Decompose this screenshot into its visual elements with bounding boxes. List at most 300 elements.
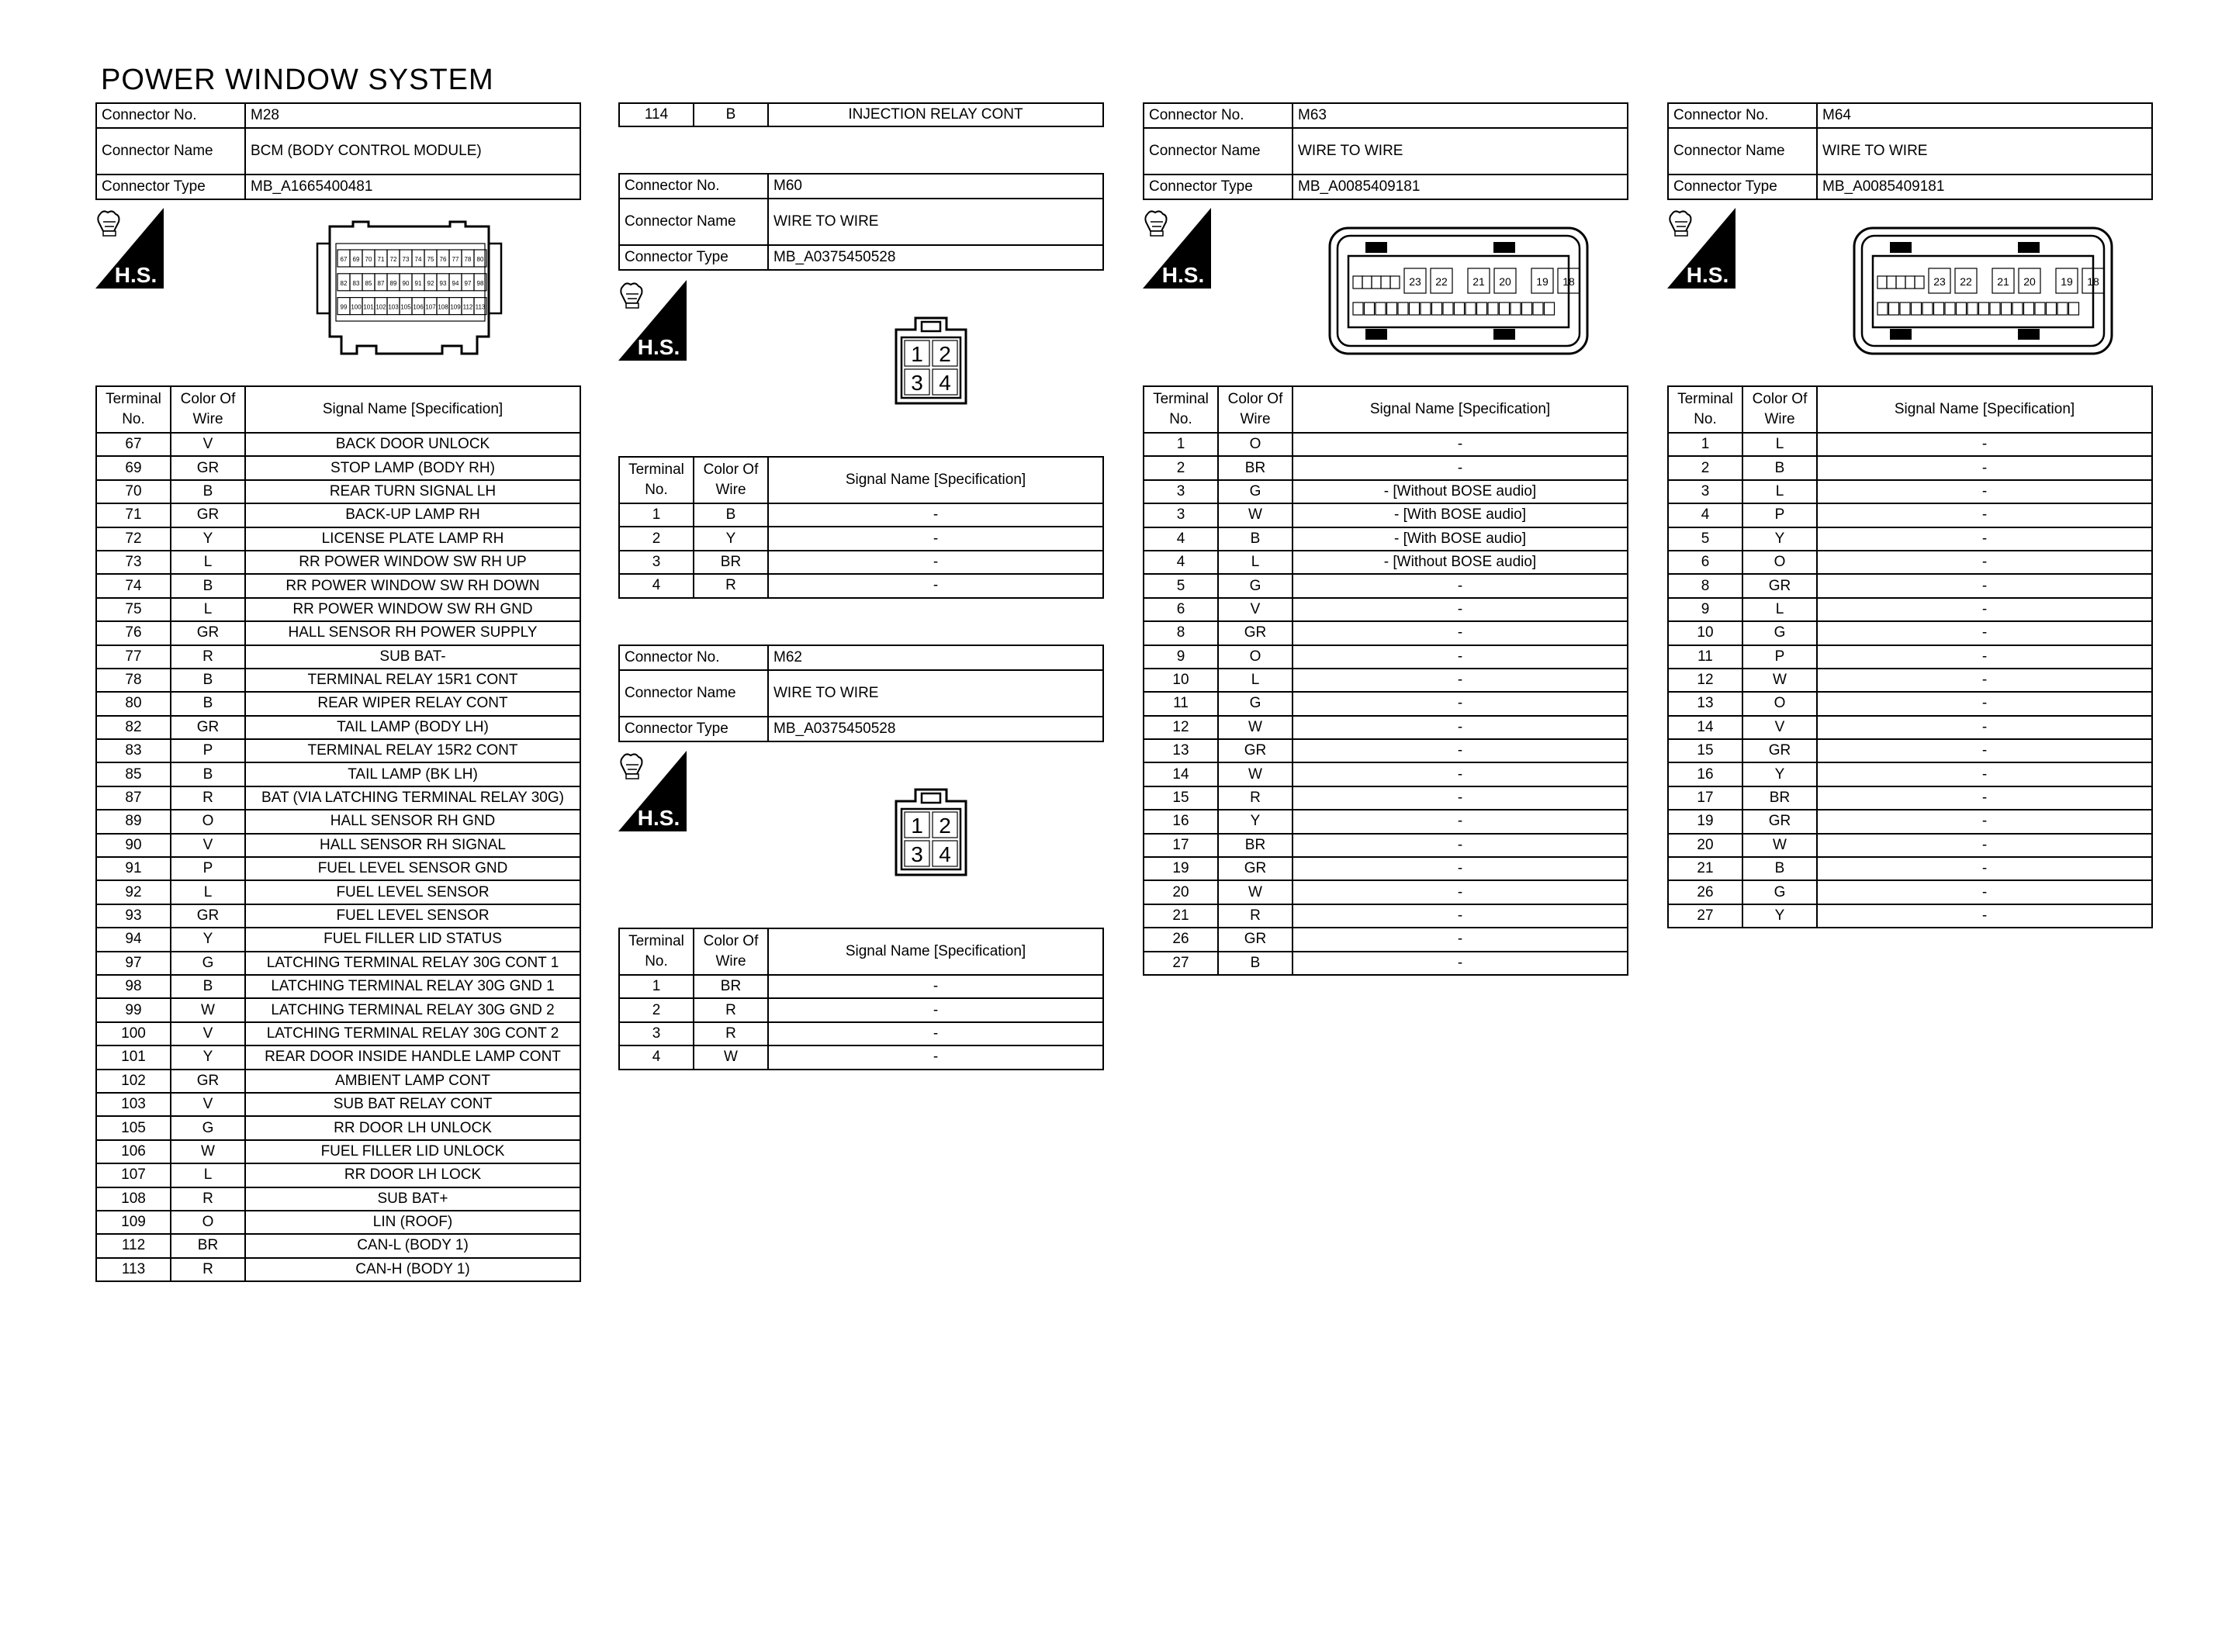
table-row [1668, 716, 2152, 739]
terminal-no-cell: 19 [1144, 857, 1218, 880]
wire-color-cell: GR [1742, 810, 1817, 833]
wire-color-cell: L [171, 551, 245, 574]
wire-color-cell: Y [1742, 904, 1817, 928]
terminal-no-cell: 93 [96, 904, 171, 928]
signal-name-cell: TAIL LAMP (BODY LH) [245, 716, 580, 739]
table-row [1144, 574, 1628, 597]
terminal-no-cell: 10 [1144, 669, 1218, 692]
wire-color-cell: G [1742, 621, 1817, 645]
connector-type-label: Connector Type [96, 175, 245, 199]
wire-color-cell: R [171, 1187, 245, 1211]
signal-name-cell: - [1293, 433, 1628, 456]
wire-color-cell: BR [694, 551, 768, 574]
terminal-no-cell: 8 [1668, 574, 1742, 597]
wire-color-cell: L [171, 1163, 245, 1187]
pin-label: 21 [1997, 275, 2009, 288]
signal-name-cell: - [1817, 645, 2152, 669]
table-row [1668, 834, 2152, 857]
signal-name-cell: LIN (ROOF) [245, 1211, 580, 1234]
terminal-no-cell: 21 [1668, 857, 1742, 880]
terminal-no-cell: 98 [96, 975, 171, 998]
harness-side-icon [1143, 208, 1211, 289]
wire-color-cell: R [694, 1022, 768, 1045]
signal-name-cell: LATCHING TERMINAL RELAY 30G GND 2 [245, 998, 580, 1021]
terminal-no-cell: 109 [96, 1211, 171, 1234]
signal-name-cell: CAN-H (BODY 1) [245, 1258, 580, 1281]
pin-label: 94 [452, 279, 459, 287]
wire-color-cell: R [1218, 904, 1293, 928]
harness-side-icon [95, 208, 164, 289]
table-row [619, 503, 1103, 527]
pin-label: 99 [340, 303, 348, 311]
signal-name-cell: - [1817, 598, 2152, 621]
pin-label: 82 [340, 279, 348, 287]
wire-color-cell: G [1218, 692, 1293, 715]
color-of-wire-header: Color Of Wire [171, 386, 245, 433]
terminal-no-cell: 26 [1144, 928, 1218, 951]
wire-color-cell: R [171, 645, 245, 669]
terminal-no-cell: 14 [1668, 716, 1742, 739]
terminal-no-cell: 102 [96, 1070, 171, 1093]
connector-no-value: M28 [245, 103, 580, 128]
table-row [1668, 480, 2152, 503]
signal-name-cell: LATCHING TERMINAL RELAY 30G CONT 2 [245, 1022, 580, 1045]
table-row [1144, 857, 1628, 880]
wire-color-cell: B [1742, 857, 1817, 880]
table-row [1144, 952, 1628, 975]
table-row [1668, 739, 2152, 762]
terminal-no-cell: 21 [1144, 904, 1218, 928]
terminal-no-cell: 17 [1668, 786, 1742, 810]
terminal-no-cell: 78 [96, 669, 171, 692]
signal-name-cell: LICENSE PLATE LAMP RH [245, 527, 580, 551]
color-of-wire-header: Color Of Wire [1218, 386, 1293, 433]
table-row [96, 1070, 580, 1093]
table-row [1668, 574, 2152, 597]
signal-name-cell: FUEL LEVEL SENSOR [245, 904, 580, 928]
table-row [96, 1093, 580, 1116]
table-row [96, 810, 580, 833]
terminal-no-cell: 97 [96, 952, 171, 975]
terminal-no-cell: 3 [619, 551, 694, 574]
table-row [96, 1140, 580, 1163]
signal-name-cell: - [1293, 834, 1628, 857]
signal-name-header: Signal Name [Specification] [768, 457, 1103, 503]
connector-name-value: WIRE TO WIRE [1817, 128, 2152, 175]
wire-color-cell: GR [171, 716, 245, 739]
terminal-no-cell: 16 [1668, 762, 1742, 786]
signal-name-cell: LATCHING TERMINAL RELAY 30G GND 1 [245, 975, 580, 998]
connector-name-value: WIRE TO WIRE [1293, 128, 1628, 175]
signal-name-cell: - [1293, 810, 1628, 833]
terminal-no-cell: 12 [1144, 716, 1218, 739]
table-row [96, 834, 580, 857]
pin-label: 23 [1933, 275, 1946, 288]
terminal-no-header: Terminal No. [1144, 386, 1218, 433]
signal-name-cell: REAR DOOR INSIDE HANDLE LAMP CONT [245, 1045, 580, 1069]
signal-name-cell: - [1817, 456, 2152, 479]
signal-name-header: Signal Name [Specification] [1817, 386, 2152, 433]
signal-name-cell: BACK DOOR UNLOCK [245, 433, 580, 456]
m60-terminal-table [618, 456, 1104, 599]
pin-label: 22 [1960, 275, 1972, 288]
signal-name-cell: FUEL FILLER LID STATUS [245, 928, 580, 951]
pin-label: 69 [352, 256, 360, 263]
signal-name-cell: RR DOOR LH UNLOCK [245, 1116, 580, 1139]
pin-label: 76 [439, 256, 447, 263]
m28-continued-table [618, 102, 1104, 127]
terminal-no-cell: 3 [1144, 503, 1218, 527]
hs-label: H.S. [1161, 263, 1205, 287]
table-row [1144, 527, 1628, 551]
terminal-no-cell: 4 [619, 574, 694, 597]
terminal-no-cell: 114 [619, 103, 694, 126]
table-row [1144, 669, 1628, 692]
terminal-no-cell: 101 [96, 1045, 171, 1069]
wire-color-cell: W [1218, 880, 1293, 904]
wire-color-cell: B [171, 975, 245, 998]
table-row [1144, 551, 1628, 574]
connector-info-table [1667, 102, 2153, 200]
signal-name-cell: - [With BOSE audio] [1293, 503, 1628, 527]
terminal-no-cell: 70 [96, 480, 171, 503]
table-row [1144, 928, 1628, 951]
table-row [1144, 716, 1628, 739]
terminal-no-cell: 91 [96, 857, 171, 880]
signal-name-header: Signal Name [Specification] [245, 386, 580, 433]
table-row [1668, 503, 2152, 527]
table-row [619, 103, 1103, 126]
wire-color-cell: GR [1218, 621, 1293, 645]
terminal-no-cell: 103 [96, 1093, 171, 1116]
table-row [96, 692, 580, 715]
terminal-no-cell: 16 [1144, 810, 1218, 833]
signal-name-cell: STOP LAMP (BODY RH) [245, 456, 580, 479]
terminal-no-cell: 4 [619, 1045, 694, 1069]
table-row [96, 739, 580, 762]
terminal-no-cell: 2 [1668, 456, 1742, 479]
signal-name-cell: - [1817, 621, 2152, 645]
m63-terminal-table [1143, 385, 1628, 976]
wire-color-cell: V [171, 1093, 245, 1116]
wire-color-cell: O [1742, 551, 1817, 574]
signal-name-cell: - [1293, 621, 1628, 645]
table-row [1144, 739, 1628, 762]
terminal-no-cell: 90 [96, 834, 171, 857]
terminal-no-cell: 94 [96, 928, 171, 951]
table-row [96, 645, 580, 669]
terminal-no-cell: 15 [1144, 786, 1218, 810]
pin-label: 106 [413, 303, 424, 311]
wire-color-cell: L [171, 598, 245, 621]
table-row [96, 880, 580, 904]
pin-label: 101 [363, 303, 374, 311]
table-row [96, 1045, 580, 1069]
signal-name-cell: - [1817, 692, 2152, 715]
wire-color-cell: V [171, 834, 245, 857]
pin-label: 23 [1409, 275, 1421, 288]
wire-color-cell: W [171, 1140, 245, 1163]
terminal-no-cell: 1 [1668, 433, 1742, 456]
terminal-no-cell: 15 [1668, 739, 1742, 762]
pin-label: 90 [402, 279, 410, 287]
connector-m60 [618, 173, 1104, 271]
signal-name-cell: - [1817, 810, 2152, 833]
terminal-no-cell: 12 [1668, 669, 1742, 692]
wire-color-cell: L [1742, 598, 1817, 621]
wire-color-cell: W [1742, 834, 1817, 857]
page-title: POWER WINDOW SYSTEM [101, 64, 494, 96]
terminal-no-cell: 76 [96, 621, 171, 645]
pin-label: 19 [1536, 275, 1549, 288]
terminal-no-cell: 107 [96, 1163, 171, 1187]
terminal-no-cell: 4 [1668, 503, 1742, 527]
wire-color-cell: V [171, 1022, 245, 1045]
signal-name-cell: - [1817, 834, 2152, 857]
table-row [619, 527, 1103, 550]
signal-name-cell: FUEL LEVEL SENSOR GND [245, 857, 580, 880]
signal-name-cell: - [768, 527, 1103, 550]
terminal-no-cell: 10 [1668, 621, 1742, 645]
signal-name-cell: HALL SENSOR RH SIGNAL [245, 834, 580, 857]
wire-color-cell: W [1742, 669, 1817, 692]
connector-name-label: Connector Name [619, 670, 768, 717]
table-row [1668, 762, 2152, 786]
wire-color-cell: BR [694, 975, 768, 998]
terminal-no-cell: 82 [96, 716, 171, 739]
connector-m28 [95, 102, 581, 200]
pin-label: 80 [476, 256, 484, 263]
wire-color-cell: BR [1218, 834, 1293, 857]
wire-color-cell: BR [1742, 786, 1817, 810]
wire-color-cell: R [694, 574, 768, 597]
terminal-no-cell: 27 [1668, 904, 1742, 928]
pin-label: 19 [2061, 275, 2073, 288]
wire-color-cell: P [171, 739, 245, 762]
pin-label: 74 [414, 256, 422, 263]
wire-color-cell: BR [1218, 456, 1293, 479]
signal-name-cell: AMBIENT LAMP CONT [245, 1070, 580, 1093]
connector-type-value: MB_A0375450528 [768, 245, 1103, 270]
wire-color-cell: L [1218, 551, 1293, 574]
table-row [1144, 480, 1628, 503]
signal-name-cell: - [1817, 433, 2152, 456]
harness-side-icon [1667, 208, 1735, 289]
wire-color-cell: O [1218, 433, 1293, 456]
connector-info-table [1143, 102, 1628, 200]
wire-color-cell: B [171, 574, 245, 597]
terminal-no-cell: 13 [1144, 739, 1218, 762]
terminal-no-cell: 11 [1668, 645, 1742, 669]
terminal-no-cell: 5 [1668, 527, 1742, 551]
signal-name-cell: - [1817, 786, 2152, 810]
terminal-no-cell: 75 [96, 598, 171, 621]
wire-color-cell: P [171, 857, 245, 880]
signal-name-cell: RR DOOR LH LOCK [245, 1163, 580, 1187]
terminal-no-cell: 3 [619, 1022, 694, 1045]
signal-name-cell: - [768, 975, 1103, 998]
table-row [1668, 810, 2152, 833]
table-row [96, 1187, 580, 1211]
signal-name-header: Signal Name [Specification] [768, 928, 1103, 975]
wire-color-cell: L [1742, 433, 1817, 456]
connector-info-table [95, 102, 581, 200]
wire-color-cell: W [694, 1045, 768, 1069]
signal-name-cell: - [1817, 739, 2152, 762]
table-row [619, 975, 1103, 998]
connector-no-label: Connector No. [1144, 103, 1293, 128]
signal-name-cell: - [768, 503, 1103, 527]
wire-color-cell: B [1218, 527, 1293, 551]
wire-color-cell: R [171, 1258, 245, 1281]
terminal-no-cell: 20 [1668, 834, 1742, 857]
connector-m62 [618, 645, 1104, 742]
terminal-no-cell: 73 [96, 551, 171, 574]
connector-name-value: WIRE TO WIRE [768, 670, 1103, 717]
terminal-no-cell: 9 [1144, 645, 1218, 669]
signal-name-cell: - [1293, 786, 1628, 810]
signal-name-cell: SUB BAT+ [245, 1187, 580, 1211]
signal-name-cell: - [1817, 503, 2152, 527]
connector-name-label: Connector Name [1144, 128, 1293, 175]
wire-color-cell: GR [1218, 928, 1293, 951]
terminal-no-cell: 1 [619, 503, 694, 527]
wire-color-cell: G [171, 1116, 245, 1139]
pin-label: 103 [388, 303, 399, 311]
terminal-no-cell: 100 [96, 1022, 171, 1045]
wire-color-cell: P [1742, 503, 1817, 527]
hs-label: H.S. [1686, 263, 1729, 287]
harness-side-icon [618, 280, 687, 361]
signal-name-cell: - [1817, 904, 2152, 928]
signal-name-cell: RR POWER WINDOW SW RH DOWN [245, 574, 580, 597]
m64-connector-diagram [1851, 225, 2115, 357]
signal-name-cell: BACK-UP LAMP RH [245, 503, 580, 527]
terminal-no-header: Terminal No. [619, 928, 694, 975]
m63-connector-diagram [1327, 225, 1590, 357]
terminal-no-cell: 74 [96, 574, 171, 597]
connector-info-table [618, 645, 1104, 742]
table-row [96, 716, 580, 739]
wire-color-cell: B [171, 669, 245, 692]
signal-name-cell: - [768, 574, 1103, 597]
m28-connector-diagram [306, 220, 512, 360]
pin-label: 92 [427, 279, 434, 287]
terminal-no-cell: 19 [1668, 810, 1742, 833]
terminal-no-cell: 105 [96, 1116, 171, 1139]
hs-label: H.S. [114, 263, 157, 287]
signal-name-cell: - [1293, 952, 1628, 975]
table-row [619, 1045, 1103, 1069]
wire-color-cell: L [171, 880, 245, 904]
wire-color-cell: L [1218, 669, 1293, 692]
table-row [619, 998, 1103, 1021]
pin-label: 3 [911, 842, 923, 866]
m28-terminal-table [95, 385, 581, 1282]
table-row [1668, 904, 2152, 928]
terminal-no-cell: 92 [96, 880, 171, 904]
table-row [1668, 786, 2152, 810]
signal-name-cell: REAR TURN SIGNAL LH [245, 480, 580, 503]
signal-name-cell: - [768, 551, 1103, 574]
table-row [96, 574, 580, 597]
terminal-no-cell: 77 [96, 645, 171, 669]
table-row [96, 857, 580, 880]
terminal-no-cell: 1 [619, 975, 694, 998]
pin-label: 107 [425, 303, 436, 311]
pin-label: 91 [414, 279, 422, 287]
signal-name-cell: - [1293, 762, 1628, 786]
table-row [1668, 527, 2152, 551]
signal-name-cell: - [1293, 857, 1628, 880]
pin-label: 20 [2023, 275, 2036, 288]
terminal-no-cell: 89 [96, 810, 171, 833]
signal-name-cell: - [1817, 669, 2152, 692]
pin-label: 2 [939, 342, 951, 366]
pin-label: 2 [939, 814, 951, 838]
table-row [1144, 762, 1628, 786]
wire-color-cell: Y [171, 527, 245, 551]
terminal-no-cell: 3 [1144, 480, 1218, 503]
connector-type-label: Connector Type [1144, 175, 1293, 199]
wire-color-cell: V [171, 433, 245, 456]
harness-side-icon [618, 751, 687, 831]
terminal-no-cell: 6 [1144, 598, 1218, 621]
signal-name-cell: - [1817, 480, 2152, 503]
pin-label: 4 [939, 842, 951, 866]
wire-color-cell: Y [694, 527, 768, 550]
table-row [96, 527, 580, 551]
table-row [96, 669, 580, 692]
signal-name-cell: - [With BOSE audio] [1293, 527, 1628, 551]
table-row [96, 456, 580, 479]
wire-color-cell: B [694, 103, 768, 126]
signal-name-cell: - [1293, 928, 1628, 951]
table-row [619, 551, 1103, 574]
signal-name-cell: - [1293, 669, 1628, 692]
pin-label: 21 [1472, 275, 1485, 288]
wire-color-cell: G [1218, 574, 1293, 597]
signal-name-cell: - [1817, 716, 2152, 739]
signal-name-cell: - [1817, 551, 2152, 574]
pin-label: 1 [911, 814, 923, 838]
signal-name-cell: - [768, 998, 1103, 1021]
wire-color-cell: BR [171, 1234, 245, 1257]
signal-name-cell: - [1293, 880, 1628, 904]
terminal-no-cell: 87 [96, 786, 171, 810]
connector-type-value: MB_A1665400481 [245, 175, 580, 199]
terminal-no-cell: 2 [1144, 456, 1218, 479]
table-row [96, 928, 580, 951]
connector-type-value: MB_A0085409181 [1293, 175, 1628, 199]
connector-no-label: Connector No. [96, 103, 245, 128]
signal-name-cell: - [Without BOSE audio] [1293, 551, 1628, 574]
signal-name-cell: RR POWER WINDOW SW RH UP [245, 551, 580, 574]
wire-color-cell: P [1742, 645, 1817, 669]
wire-color-cell: GR [1218, 857, 1293, 880]
pin-label: 98 [476, 279, 484, 287]
table-row [619, 1022, 1103, 1045]
wire-color-cell: B [171, 762, 245, 786]
table-row [1144, 904, 1628, 928]
signal-name-cell: - [1293, 598, 1628, 621]
table-row [96, 433, 580, 456]
pin-label: 112 [462, 303, 473, 311]
signal-name-cell: FUEL LEVEL SENSOR [245, 880, 580, 904]
signal-name-cell: INJECTION RELAY CONT [768, 103, 1103, 126]
connector-no-value: M64 [1817, 103, 2152, 128]
terminal-no-cell: 8 [1144, 621, 1218, 645]
